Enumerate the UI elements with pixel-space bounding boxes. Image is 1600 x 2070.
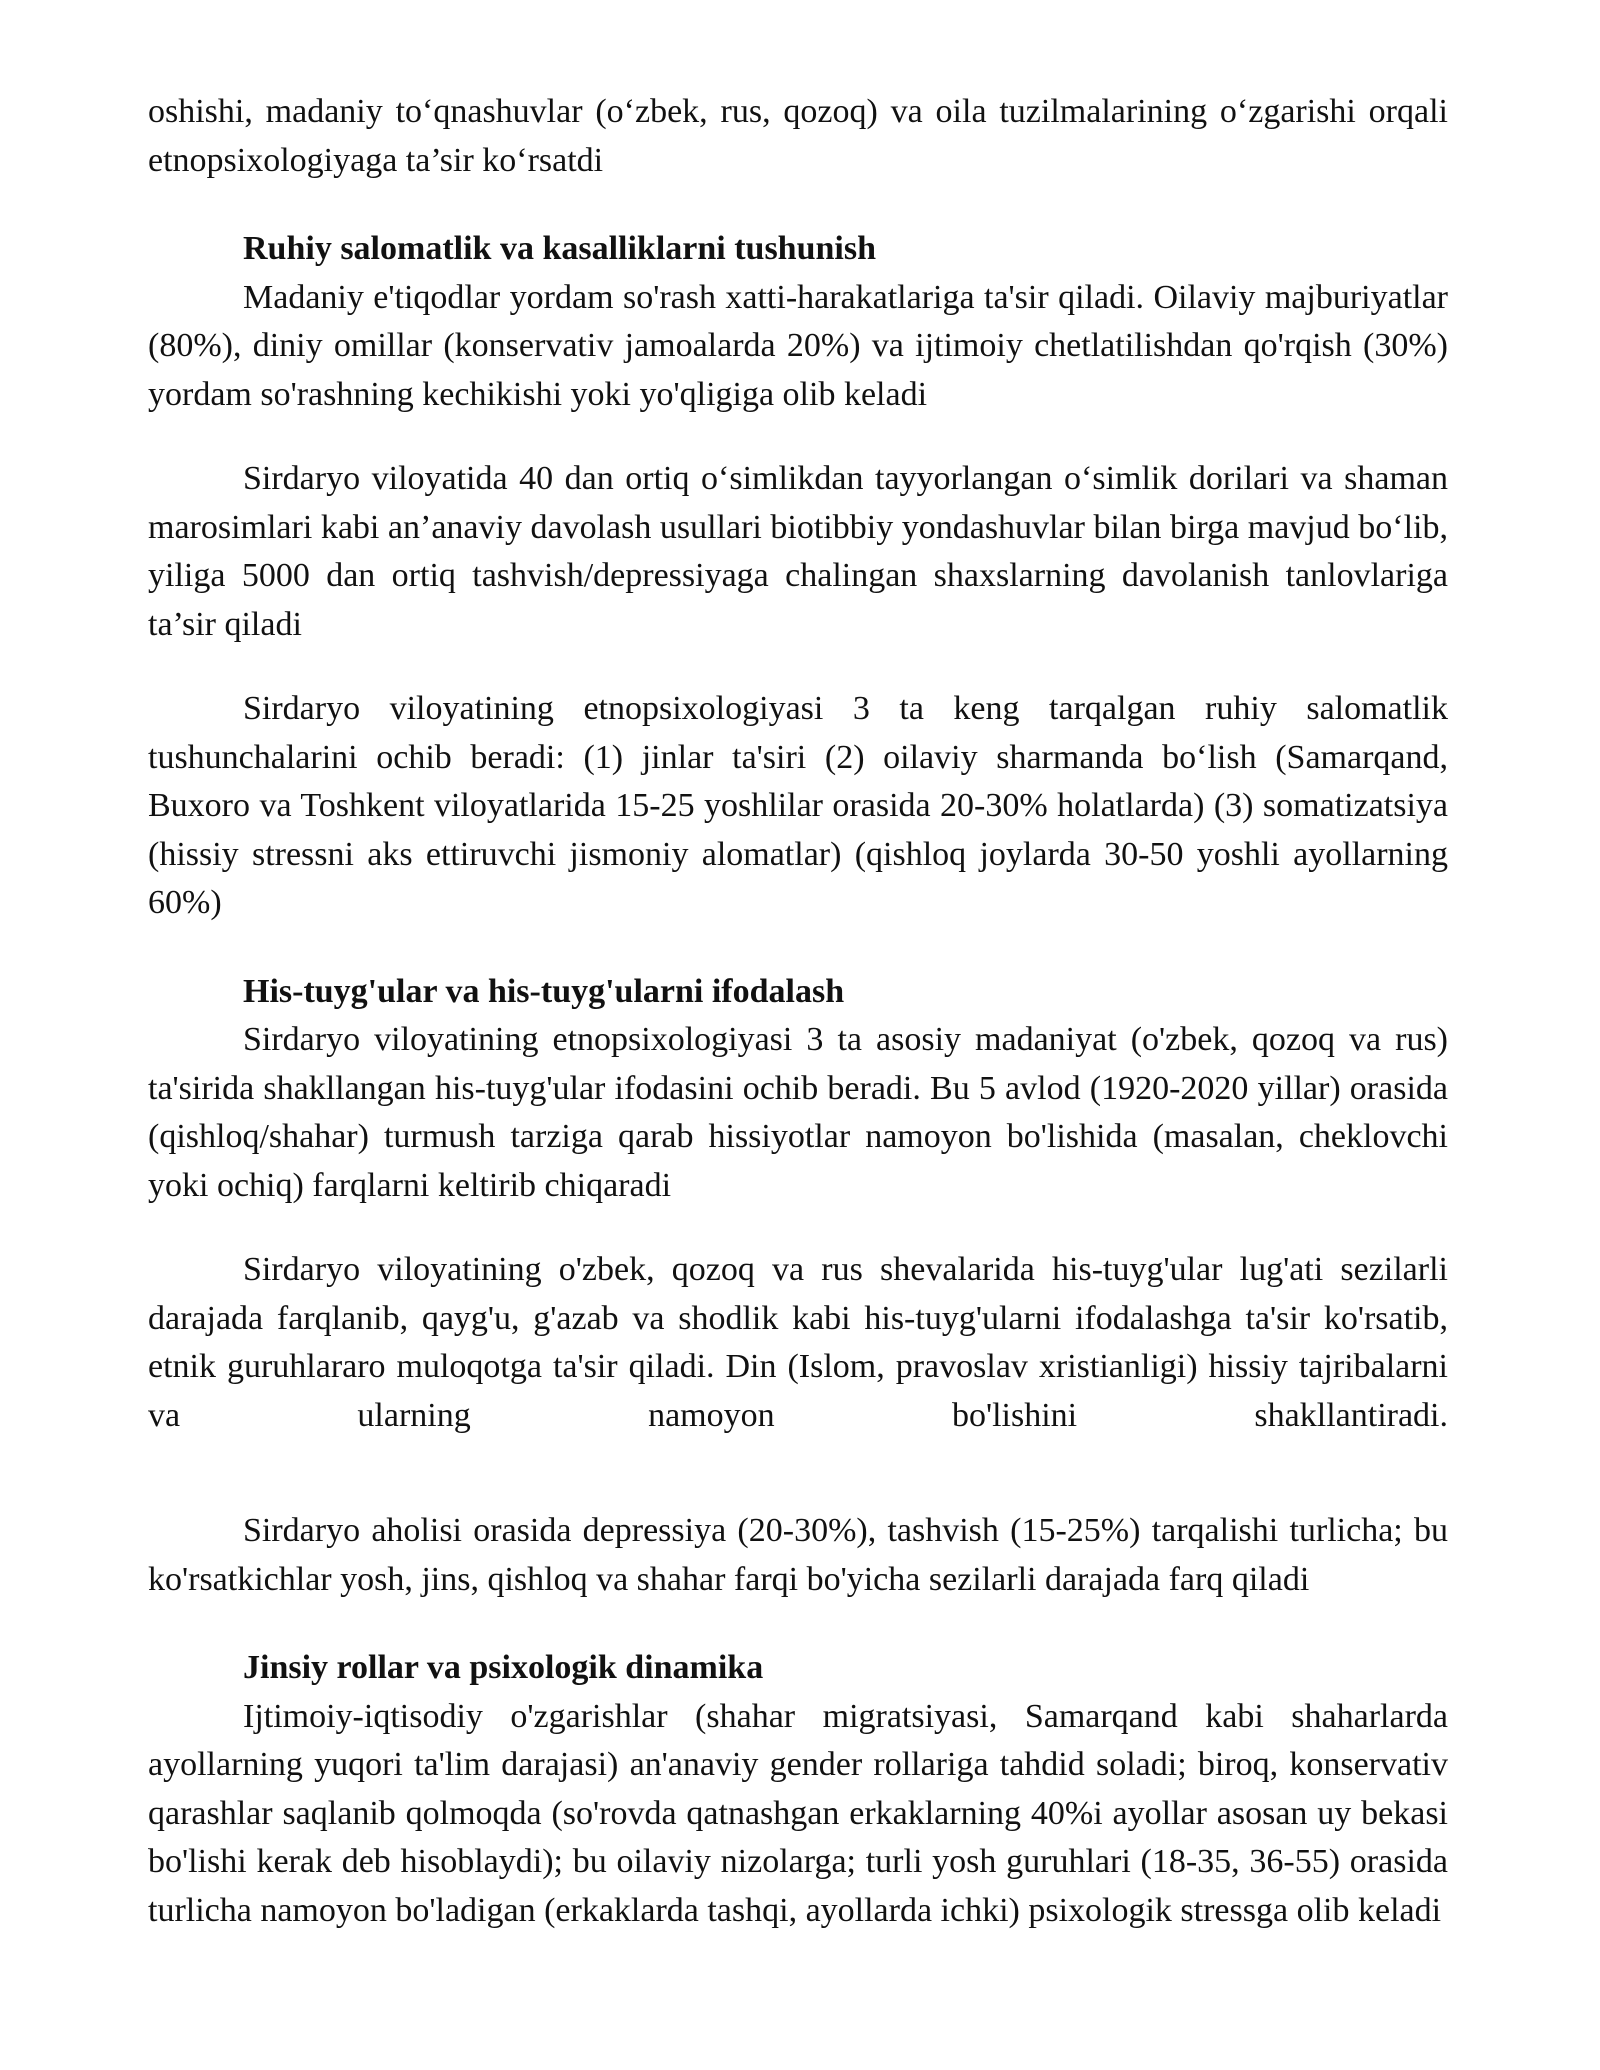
paragraph-emotion-expression: Sirdaryo viloyatining etnopsixologiyasi 3 ta asosiy madaniyat (o'zbek, qozoq va rus) ta'sirida shakllangan his-tuyg'ular ifodasini ochib beradi. Bu 5 avlod (1920-2020 yillar) orasida (qishloq/shahar) turmush tarziga qarab hissiyotlar namoyon bo'lishida (masalan, cheklovchi yoki ochiq) farqlarni keltirib chiqaradi: [148, 1021, 1448, 1204]
paragraph-gender-dynamics: Ijtimoiy-iqtisodiy o'zgarishlar (shahar migratsiyasi, Samarqand kabi shaharlarda ayollarning yuqori ta'lim darajasi) an'anaviy gender rollariga tahdid soladi; biroq, konservativ qarashlar saqlanib qolmoqda (so'rovda qatnashgan erkaklarning 40%i ayollar asosan uy bekasi bo'lishi kerak deb hisoblaydi); bu oilaviy nizolarga; turli yosh guruhlari (18-35, 36-55) orasida turlicha namoyon bo'ladigan (erkaklarda tashqi, ayollarda ichki) psixologik stressga olib keladi: [148, 1697, 1448, 1929]
paragraph-continuation: oshishi, madaniy to‘qnashuvlar (o‘zbek, rus, qozoq) va oila tuzilmalarining o‘zgarishi orqali etnopsixologiyaga ta’sir ko‘rsatdi: [148, 93, 1448, 179]
section-heading-gender-roles: Jinsiy rollar va psixologik dinamika: [243, 1649, 764, 1686]
paragraph-emotion-vocabulary: Sirdaryo viloyatining o'zbek, qozoq va rus shevalarida his-tuyg'ular lug'ati sezilarli darajada farqlanib, qayg'u, g'azab va shodlik kabi his-tuyg'ularni ifodalashga ta'sir ko'rsatib, etnik guruhlararo muloqotga ta'sir qiladi. Din (Islom, pravoslav xristianligi) hissiy tajribalarni va ularning namoyon bo'lishini shakllantiradi.: [148, 1251, 1448, 1434]
paragraph-mental-health-concepts: Sirdaryo viloyatining etnopsixologiyasi 3 ta keng tarqalgan ruhiy salomatlik tushunchalarini ochib beradi: (1) jinlar ta'siri (2) oilaviy sharmanda bo‘lish (Samarqand, Buxoro va Toshkent viloyatlarida 15-25 yoshlilar orasida 20-30% holatlarda) (3) somatizatsiya (hissiy stressni aks ettiruvchi jismoniy alomatlar) (qishloq joylarda 30-50 yoshli ayollarning 60%): [148, 690, 1448, 921]
section-heading-emotions: His-tuyg'ular va his-tuyg'ularni ifodalash: [243, 972, 845, 1010]
section-heading-mental-health: Ruhiy salomatlik va kasalliklarni tushunish: [243, 230, 877, 267]
paragraph-depression-anxiety: Sirdaryo aholisi orasida depressiya (20-30%), tashvish (15-25%) tarqalishi turlicha; bu ko'rsatkichlar yosh, jins, qishloq va shahar farqi bo'yicha sezilarli darajada farq qiladi: [148, 1512, 1448, 1598]
document-page: [148, 88, 1448, 1935]
paragraph-traditional-healing: Sirdaryo viloyatida 40 dan ortiq o‘simlikdan tayyorlangan o‘simlik dorilari va shaman marosimlari kabi an’anaviy davolash usullari biotibbiy yondashuvlar bilan birga mavjud bo‘lib, yiliga 5000 dan ortiq tashvish/depressiyaga chalingan shaxslarning davolanish tanlovlariga ta’sir qiladi: [148, 460, 1448, 643]
paragraph-help-seeking: Madaniy e'tiqodlar yordam so'rash xatti-harakatlariga ta'sir qiladi. Oilaviy majburiyatlar (80%), diniy omillar (konservativ jamoalarda 20%) va ijtimoiy chetlatilishdan qo'rqish (30%) yordam so'rashning kechikishi yoki yo'qligiga olib keladi: [148, 278, 1448, 413]
